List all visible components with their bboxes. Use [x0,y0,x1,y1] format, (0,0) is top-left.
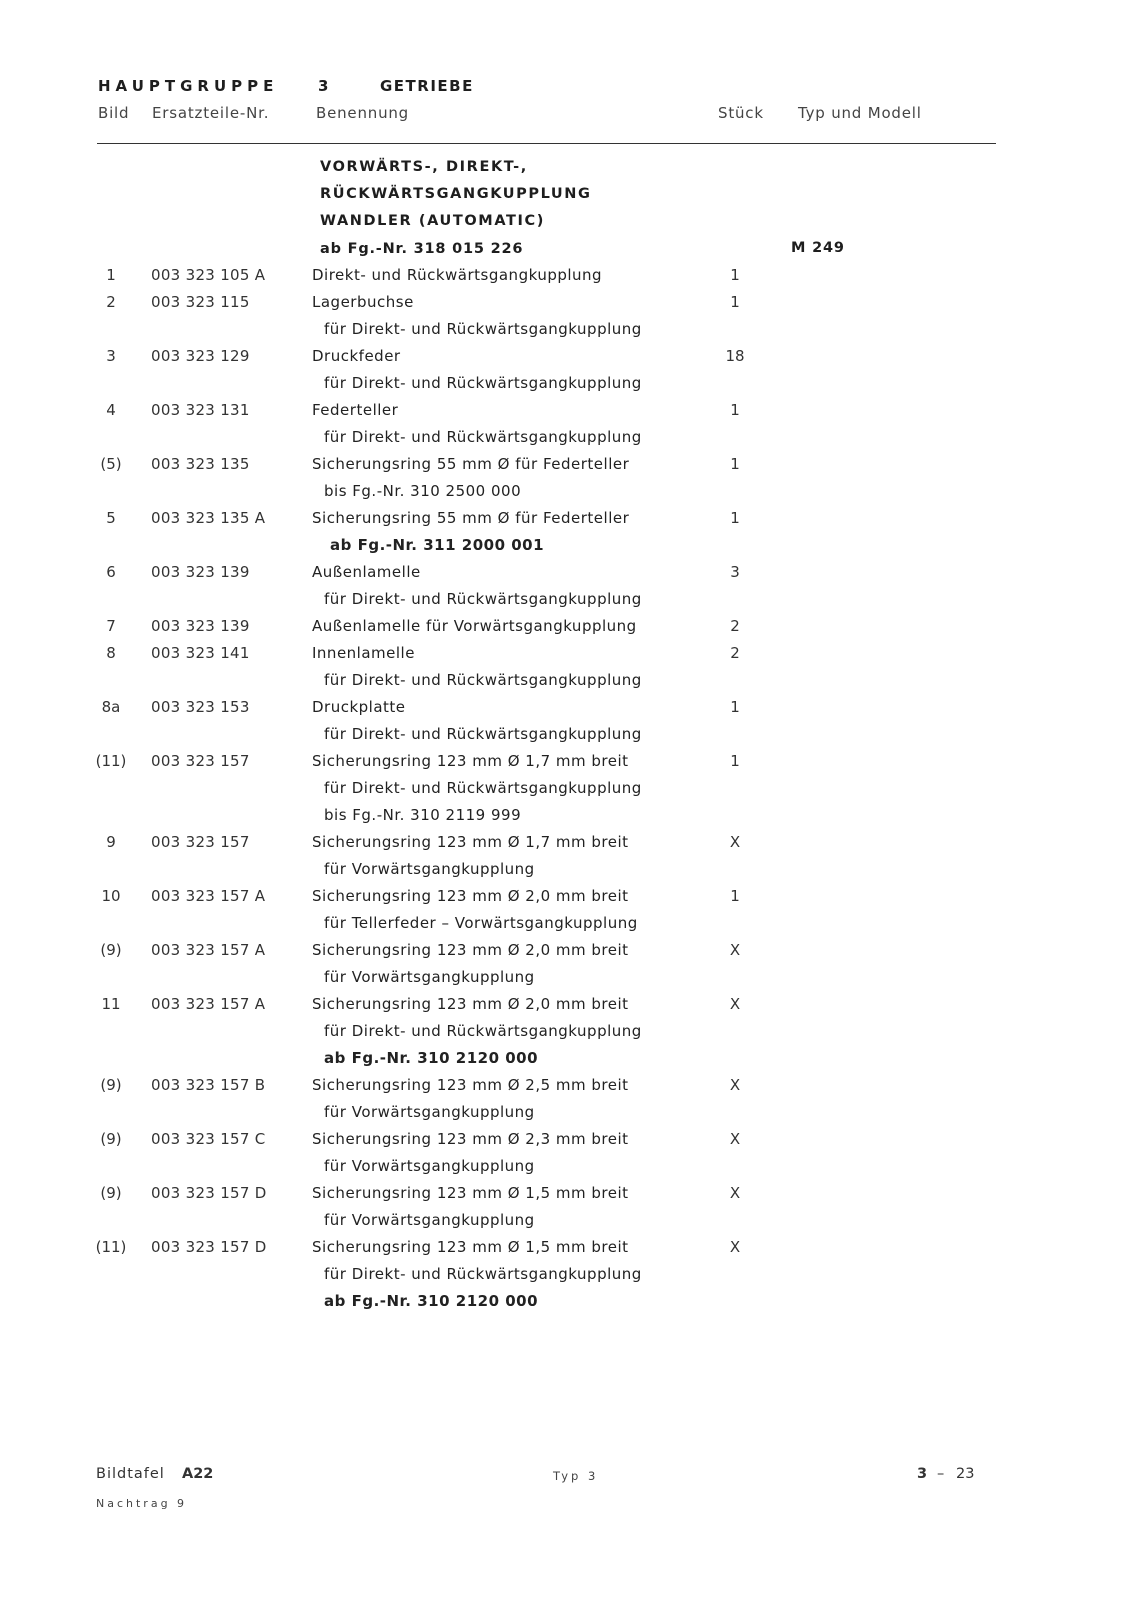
item-designation: Sicherungsring 123 mm Ø 1,5 mm breit [312,1184,629,1202]
col-header-benennung: Benennung [316,104,410,122]
item-bild: 2 [106,293,116,311]
item-bild: (9) [100,1184,122,1202]
item-designation-detail: ab Fg.-Nr. 310 2120 000 [324,1292,539,1310]
item-quantity: 1 [730,698,740,716]
item-designation: Sicherungsring 123 mm Ø 1,7 mm breit [312,752,629,770]
item-designation-detail: ab Fg.-Nr. 310 2120 000 [324,1049,539,1067]
group-name: GETRIEBE [380,77,474,95]
item-bild: (9) [100,1130,122,1148]
item-part-number: 003 323 139 [151,563,250,581]
item-bild: (11) [95,752,127,770]
page-main: 3 [917,1466,928,1482]
section-title-line1: VORWÄRTS-, DIREKT-, [320,159,528,175]
item-part-number: 003 323 153 [151,698,250,716]
item-designation: Druckfeder [312,347,401,365]
item-designation: Sicherungsring 123 mm Ø 2,0 mm breit [312,941,629,959]
item-designation-detail: für Direkt- und Rückwärtsgangkupplung [324,1022,642,1040]
item-part-number: 003 323 157 A [151,941,266,959]
item-quantity: X [729,1076,741,1094]
item-designation-detail: für Direkt- und Rückwärtsgangkupplung [324,1265,642,1283]
item-part-number: 003 323 115 [151,293,250,311]
item-part-number: 003 323 157 A [151,887,266,905]
item-designation: Innenlamelle [312,644,415,662]
section-title-line2: RÜCKWÄRTSGANGKUPPLUNG [320,186,592,202]
typ-label: Typ 3 [553,1469,599,1483]
item-designation-detail: ab Fg.-Nr. 311 2000 001 [330,536,545,554]
item-designation: Sicherungsring 123 mm Ø 2,0 mm breit [312,887,629,905]
item-quantity: 1 [730,293,740,311]
item-bild: 9 [106,833,116,851]
item-designation: Lagerbuchse [312,293,414,311]
item-quantity: X [729,1130,741,1148]
item-part-number: 003 323 135 A [151,509,266,527]
col-header-bild: Bild [98,104,130,122]
item-bild: 10 [101,887,121,905]
item-bild: 1 [106,266,116,284]
item-part-number: 003 323 135 [151,455,250,473]
item-bild: (9) [100,1076,122,1094]
item-designation-detail: für Vorwärtsgangkupplung [324,968,535,986]
item-quantity: X [729,833,741,851]
col-header-typ: Typ und Modell [798,104,922,122]
item-quantity: 3 [730,563,740,581]
item-quantity: X [729,995,741,1013]
item-designation: Sicherungsring 55 mm Ø für Federteller [312,509,630,527]
item-designation-detail: für Vorwärtsgangkupplung [324,1157,535,1175]
item-quantity: 1 [730,266,740,284]
item-designation-detail: für Tellerfeder – Vorwärtsgangkupplung [324,914,638,932]
page-separator: – [937,1466,945,1482]
item-designation: Sicherungsring 123 mm Ø 1,7 mm breit [312,833,629,851]
item-quantity: 1 [730,401,740,419]
item-quantity: X [729,1238,741,1256]
item-designation: Außenlamelle [312,563,421,581]
item-designation-detail: bis Fg.-Nr. 310 2500 000 [324,482,522,500]
item-quantity: 1 [730,752,740,770]
item-part-number: 003 323 129 [151,347,250,365]
item-designation-detail: für Direkt- und Rückwärtsgangkupplung [324,671,642,689]
item-designation-detail: für Vorwärtsgangkupplung [324,1103,535,1121]
item-part-number: 003 323 157 B [151,1076,266,1094]
item-quantity: 1 [730,509,740,527]
section-model: M 249 [791,240,845,256]
item-designation-detail: für Vorwärtsgangkupplung [324,1211,535,1229]
item-designation: Sicherungsring 123 mm Ø 2,0 mm breit [312,995,629,1013]
section-from-label: ab Fg.-Nr. 318 015 226 [320,241,524,257]
item-designation-detail: für Direkt- und Rückwärtsgangkupplung [324,725,642,743]
item-designation: Sicherungsring 55 mm Ø für Federteller [312,455,630,473]
item-part-number: 003 323 141 [151,644,250,662]
col-header-stueck: Stück [718,104,764,122]
item-bild: (5) [100,455,122,473]
item-part-number: 003 323 157 C [151,1130,266,1148]
item-part-number: 003 323 131 [151,401,250,419]
item-designation: Druckplatte [312,698,406,716]
item-designation: Sicherungsring 123 mm Ø 2,3 mm breit [312,1130,629,1148]
item-part-number: 003 323 157 A [151,995,266,1013]
item-bild: 11 [101,995,121,1013]
item-designation: Sicherungsring 123 mm Ø 1,5 mm breit [312,1238,629,1256]
item-quantity: X [729,941,741,959]
item-part-number: 003 323 139 [151,617,250,635]
bildtafel-label: Bildtafel [96,1466,165,1482]
item-quantity: 2 [730,644,740,662]
item-designation: Federteller [312,401,399,419]
item-bild: 7 [106,617,116,635]
item-designation: Sicherungsring 123 mm Ø 2,5 mm breit [312,1076,629,1094]
item-quantity: 1 [730,455,740,473]
item-designation-detail: für Direkt- und Rückwärtsgangkupplung [324,320,642,338]
item-bild: 3 [106,347,116,365]
item-designation: Direkt- und Rückwärtsgangkupplung [312,266,603,284]
item-part-number: 003 323 157 [151,833,250,851]
item-bild: (11) [95,1238,127,1256]
item-designation-detail: für Direkt- und Rückwärtsgangkupplung [324,428,642,446]
item-quantity: 18 [725,347,745,365]
item-part-number: 003 323 105 A [151,266,266,284]
group-label: HAUPTGRUPPE [98,77,279,95]
item-part-number: 003 323 157 D [151,1238,267,1256]
item-designation: Außenlamelle für Vorwärtsgangkupplung [312,617,637,635]
item-bild: 8 [106,644,116,662]
item-quantity: X [729,1184,741,1202]
bildtafel-number: A22 [182,1466,214,1482]
item-bild: 4 [106,401,116,419]
page-sub: 23 [956,1466,975,1482]
item-part-number: 003 323 157 D [151,1184,267,1202]
item-designation-detail: für Direkt- und Rückwärtsgangkupplung [324,374,642,392]
item-bild: 6 [106,563,116,581]
item-designation-detail: für Direkt- und Rückwärtsgangkupplung [324,779,642,797]
group-number: 3 [318,77,334,95]
item-quantity: 1 [730,887,740,905]
item-bild: 5 [106,509,116,527]
item-designation-detail: bis Fg.-Nr. 310 2119 999 [324,806,522,824]
header-rule [97,143,996,144]
item-bild: (9) [100,941,122,959]
item-bild: 8a [101,698,121,716]
nachtrag-label: Nachtrag 9 [96,1497,188,1510]
item-designation-detail: für Vorwärtsgangkupplung [324,860,535,878]
item-quantity: 2 [730,617,740,635]
item-designation-detail: für Direkt- und Rückwärtsgangkupplung [324,590,642,608]
item-part-number: 003 323 157 [151,752,250,770]
section-title-line3: WANDLER (AUTOMATIC) [320,213,545,229]
col-header-nr: Ersatzteile-Nr. [152,104,270,122]
